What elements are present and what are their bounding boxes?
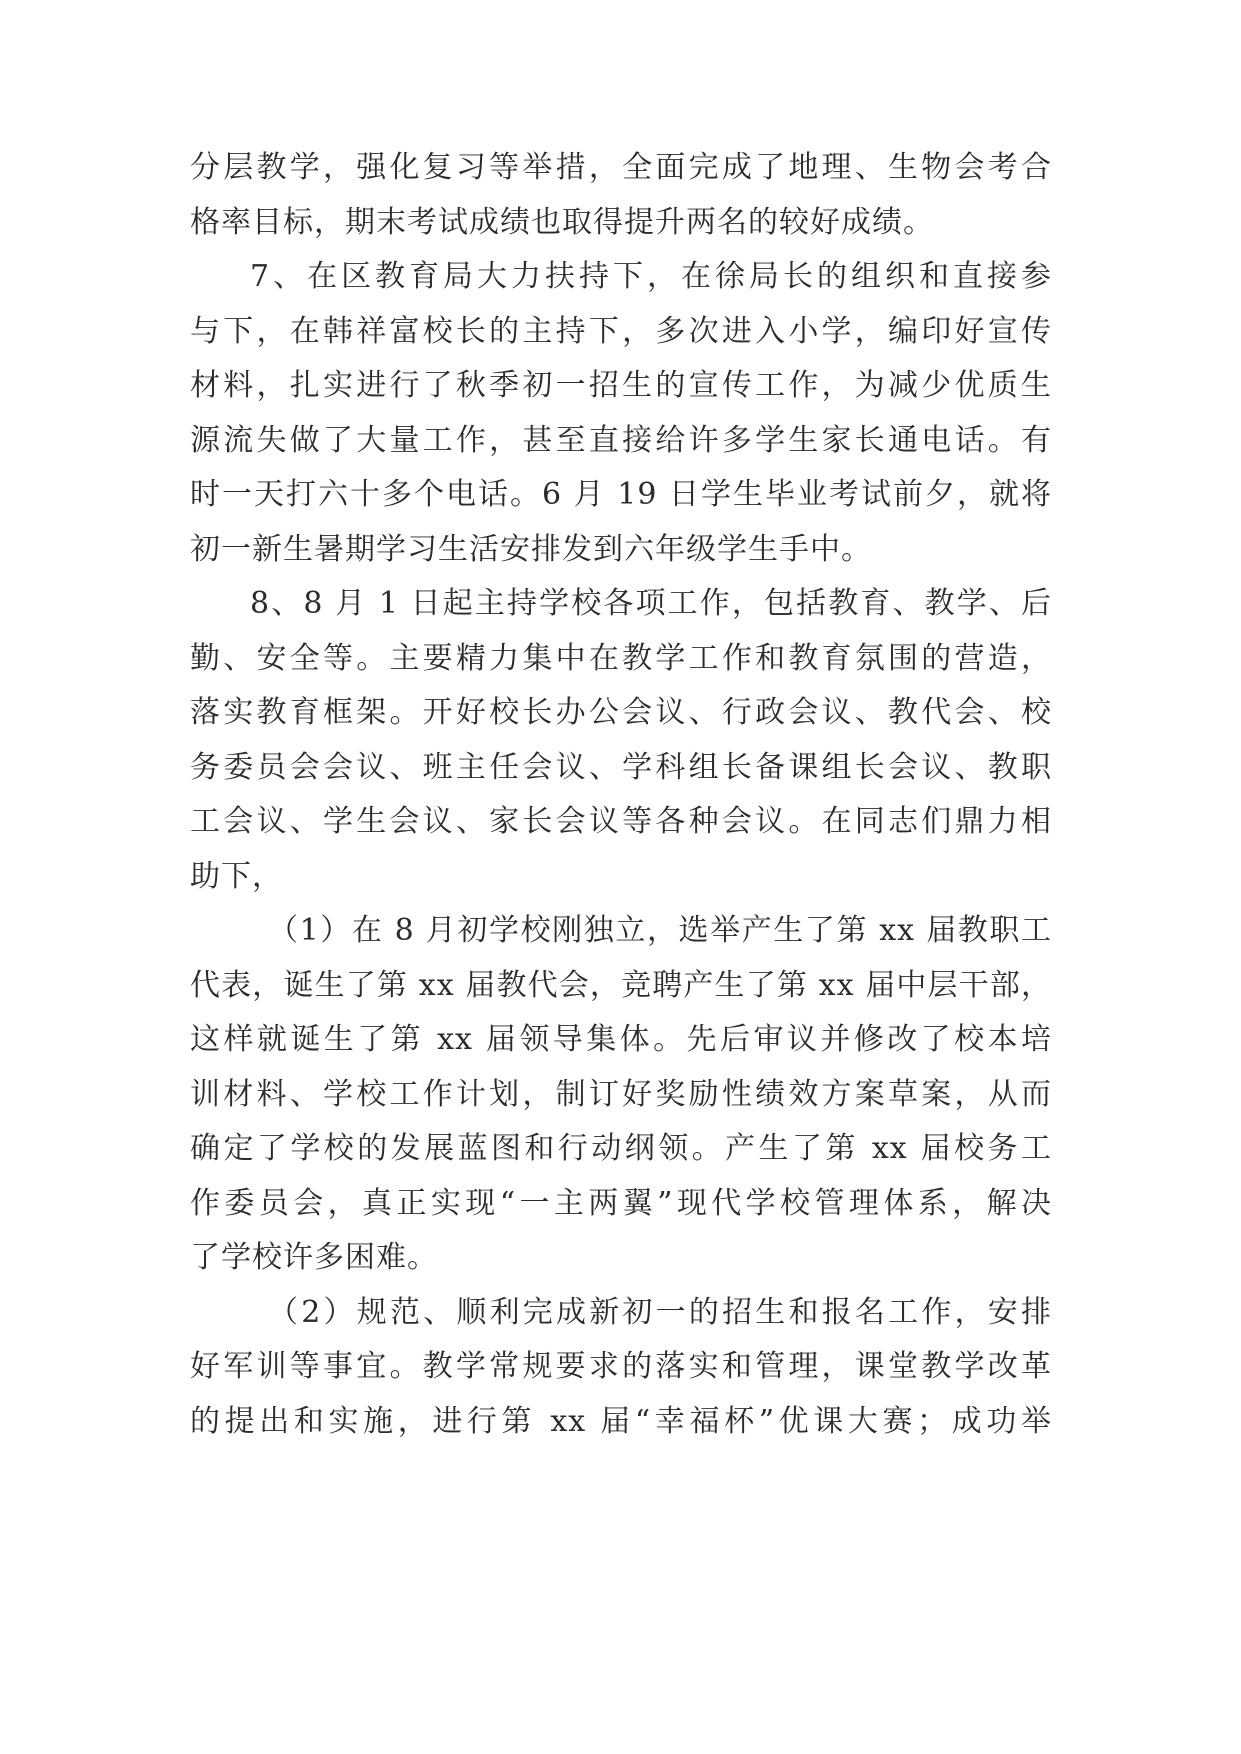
text-line: 勤、安全等。主要精力集中在教学工作和教育氛围的营造， <box>190 641 1052 676</box>
text-line: 好军训等事宜。教学常规要求的落实和管理，课堂教学改革 <box>190 1349 1052 1384</box>
text-line: 落实教育框架。开好校长办公会议、行政会议、教代会、校 <box>190 695 1052 730</box>
text-line: 与下，在韩祥富校长的主持下，多次进入小学，编印好宣传 <box>190 314 1052 349</box>
text-line: 初一新生暑期学习生活安排发到六年级学生手中。 <box>190 532 872 567</box>
text-line: 7、在区教育局大力扶持下，在徐局长的组织和直接参 <box>250 259 1052 294</box>
text-line: 了学校许多困难。 <box>190 1240 438 1275</box>
text-line: 助下， <box>190 859 283 894</box>
text-line: （2）规范、顺利完成新初一的招生和报名工作，安排 <box>268 1295 1052 1330</box>
text-line: 代表，诞生了第 xx 届教代会，竞聘产生了第 xx 届中层干部， <box>190 968 1052 1003</box>
text-line: 时一天打六十多个电话。6 月 19 日学生毕业考试前夕，就将 <box>190 477 1052 512</box>
text-line: 务委员会会议、班主任会议、学科组长备课组长会议、教职 <box>190 750 1052 785</box>
text-line: （1）在 8 月初学校刚独立，选举产生了第 xx 届教职工 <box>268 913 1052 948</box>
text-line: 作委员会，真正实现“一主两翼”现代学校管理体系，解决 <box>190 1186 1052 1221</box>
text-line: 的提出和实施，进行第 xx 届“幸福杯”优课大赛；成功举 <box>190 1404 1052 1439</box>
text-line: 格率目标，期末考试成绩也取得提升两名的较好成绩。 <box>190 205 934 240</box>
text-line: 训材料、学校工作计划，制订好奖励性绩效方案草案，从而 <box>190 1077 1052 1112</box>
text-line: 工会议、学生会议、家长会议等各种会议。在同志们鼎力相 <box>190 804 1052 839</box>
text-line: 这样就诞生了第 xx 届领导集体。先后审议并修改了校本培 <box>190 1022 1052 1057</box>
text-line: 确定了学校的发展蓝图和行动纲领。产生了第 xx 届校务工 <box>190 1131 1052 1166</box>
text-line: 分层教学，强化复习等举措，全面完成了地理、生物会考合 <box>190 150 1052 185</box>
text-line: 材料，扎实进行了秋季初一招生的宣传工作，为减少优质生 <box>190 368 1052 403</box>
text-line: 源流失做了大量工作，甚至直接给许多学生家长通电话。有 <box>190 423 1052 458</box>
text-line: 8、8 月 1 日起主持学校各项工作，包括教育、教学、后 <box>250 586 1052 621</box>
